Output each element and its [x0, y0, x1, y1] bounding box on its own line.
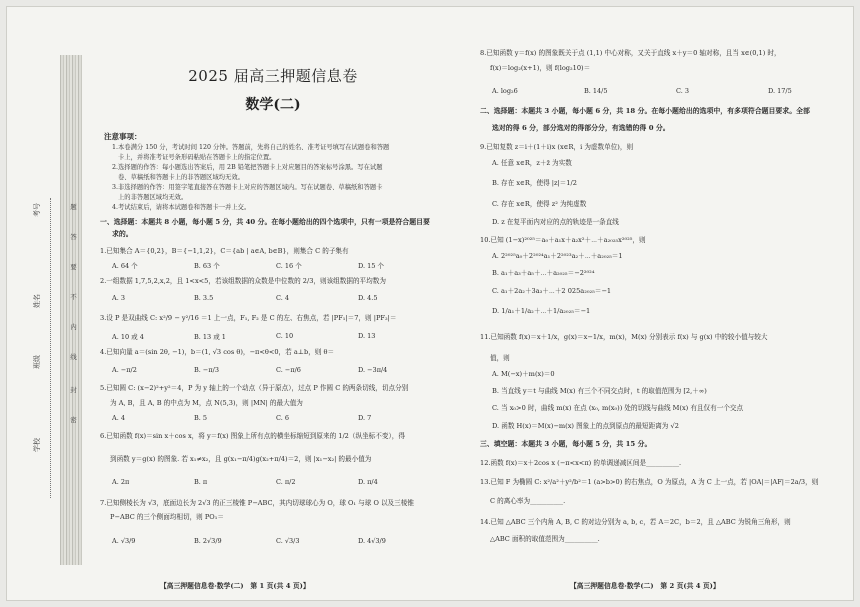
- section-2-heading-line2: 选对的得 6 分，部分选对的得部分分，有选错的得 0 分。: [492, 123, 670, 132]
- question-9-option-d[interactable]: D. z 在复平面内对应的点的轨迹是一条直线: [492, 218, 619, 226]
- notice-line: 卷、草稿纸和答题卡上的非答题区域均无效。: [118, 174, 244, 182]
- question-4-options: [112, 366, 418, 374]
- option-b[interactable]: B. 5: [194, 414, 208, 422]
- question-3-stem: 3.设 P 是双曲线 C: x²/9 − y²/16 ＝1 上一点，F₁, F₂ 是 C 的左、右焦点，若 |PF₁|＝7，则 |PF₂|＝: [100, 314, 397, 322]
- section-2-heading: [480, 106, 845, 134]
- option-b[interactable]: B. 14/5: [584, 87, 608, 95]
- option-a[interactable]: A. √3/9: [112, 537, 136, 545]
- option-a[interactable]: A. 4: [112, 414, 125, 422]
- question-11-option-d[interactable]: D. 函数 H(x)＝M(x)−m(x) 图象上的点到原点的最短距离为 √2: [492, 422, 679, 430]
- question-14-line2: △ABC 面积的取值范围为__________.: [490, 534, 600, 543]
- footer-left: 【高三押题信息卷·数学(二) 第 1 页(共 4 页)】: [160, 582, 310, 590]
- notice-heading: 注意事项：: [104, 132, 142, 141]
- seal-char: 密: [70, 416, 77, 424]
- question-7-options: [112, 537, 418, 545]
- question-9-stem: 9.已知复数 z＝i＋(1＋i)x (x∈R，i 为虚数单位)，则: [480, 143, 634, 151]
- option-a[interactable]: A. −π/2: [112, 366, 137, 374]
- question-1-options: [112, 261, 418, 270]
- question-5-stem-line1: 5.已知圆 C: (x−2)²+y²＝4，P 为 y 轴上的一个动点（异于原点），过点 P 作圆 C 的两条切线，切点分别: [100, 384, 409, 392]
- section-1-heading-line1: 一、选择题：本题共 8 小题，每小题 5 分，共 40 分。在每小题给出的四个选项中，只有一项是符合题目要: [100, 218, 430, 226]
- question-9-option-b[interactable]: B. 存在 x∈R，使得 |z|＝1/2: [492, 179, 577, 187]
- option-d[interactable]: D. 4√3/9: [358, 537, 386, 545]
- section-2-heading-line1: 二、选择题：本题共 3 小题，每小题 6 分，共 18 分。在每小题给出的选项中，有多项符合题目要求。全部: [480, 107, 810, 115]
- question-5-stem-line2: 为 A, B，且 A, B 的中点为 M，点 N(5,3)，则 |MN| 的最大值为: [110, 398, 303, 407]
- option-c[interactable]: C. −π/6: [276, 366, 301, 374]
- option-c[interactable]: C. 10: [276, 332, 294, 340]
- option-b[interactable]: B. 3.5: [194, 294, 214, 302]
- option-d[interactable]: D. 17/5: [768, 87, 792, 95]
- question-9-option-a[interactable]: A. 任意 x∈R，z＋z̄ 为实数: [492, 159, 572, 167]
- question-13-line1: 13.已知 F 为椭圆 C: x²/a²＋y²/b²＝1 (a>b>0) 的右焦点，O 为原点，A 为 C 上一点，若 |OA|＝|AF|＝2a/3，则: [480, 478, 819, 486]
- question-9-option-c[interactable]: C. 存在 x∈R，使得 z² 为纯虚数: [492, 200, 587, 208]
- option-b[interactable]: B. 2√3/9: [194, 537, 222, 545]
- section-1-heading: [100, 217, 450, 240]
- question-4-stem: 4.已知向量 a＝(sin 2θ, −1)，b＝(1, √3 cos θ)，−π<θ<0，若 a⊥b，则 θ＝: [100, 348, 335, 356]
- question-12: 12.函数 f(x)＝x＋2cos x (−π<x<π) 的单调递减区间是__________.: [480, 459, 682, 467]
- binding-strip: [60, 55, 82, 565]
- question-6-stem-line2: 到函数 y＝g(x) 的图象. 若 x₁≠x₂，且 g(x₁−π/4)g(x₂+π/4)＝2，则 |x₁−x₂| 的最小值为: [110, 454, 372, 463]
- question-2-stem: 2.一组数据 1,7,5,2,x,2，且 1<x<5，若该组数据的众数是中位数的 2/3，则该组数据的平均数为: [100, 277, 386, 285]
- option-d[interactable]: D. 15 个: [358, 262, 384, 270]
- question-13: [480, 477, 845, 506]
- sideline: [50, 198, 51, 498]
- notice-line: 3.非选择题的作答：用签字笔直接答在答题卡上对应的答题区域内。写在试题卷、草稿纸和答题卡: [112, 184, 383, 192]
- option-d[interactable]: D. π/4: [358, 478, 378, 486]
- question-8-stem: [480, 48, 845, 73]
- page-subtitle: 数学(二): [245, 97, 301, 113]
- question-10-option-d[interactable]: D. 1/a₁＋1/a₂＋⋯＋1/a₂₀₂₅＝−1: [492, 307, 591, 315]
- option-b[interactable]: B. 13 或 1: [194, 333, 226, 341]
- option-a[interactable]: A. 2π: [112, 478, 130, 486]
- question-7-stem: [100, 498, 450, 522]
- option-a[interactable]: A. 64 个: [112, 262, 138, 270]
- seal-char: 线: [70, 353, 77, 361]
- question-8-options: [492, 87, 828, 95]
- notice-line: 2.选择题的作答：每小题选出答案后，用 2B 铅笔把答题卡上对应题目的答案标号涂黑。写在试题: [112, 164, 383, 172]
- notice-list: [104, 143, 444, 213]
- question-10-stem: 10.已知 (1−x)²⁰²⁵＝a₀＋a₁x＋a₂x²＋⋯＋a₂₀₂₅x²⁰²⁵，则: [480, 236, 646, 244]
- seal-char: 不: [70, 293, 77, 301]
- option-b[interactable]: B. 63 个: [194, 262, 220, 270]
- notice-line: 1.本卷满分 150 分，考试时间 120 分钟。答题前，先将自己的姓名、准考证号填写在试题卷和答题: [112, 144, 390, 151]
- option-c[interactable]: C. 16 个: [276, 262, 302, 270]
- seal-char: 题: [70, 203, 77, 211]
- question-13-line2: C 的离心率为__________.: [490, 496, 566, 505]
- option-b[interactable]: B. π: [194, 478, 208, 486]
- question-11-stem: [480, 332, 845, 363]
- label-exam-number: 考号: [33, 203, 41, 217]
- label-school: 学校: [33, 438, 41, 452]
- question-11-stem-line1: 11.已知函数 f(x)＝x＋1/x，g(x)＝x−1/x，m(x)，M(x) 分别表示 f(x) 与 g(x) 中的较小值与较大: [480, 333, 768, 341]
- question-11-option-c[interactable]: C. 当 x₀>0 时，曲线 m(x) 在点 (x₀, m(x₀)) 处的切线与曲线 M(x) 有且仅有一个交点: [492, 404, 744, 412]
- label-name: 姓名: [33, 294, 41, 308]
- option-a[interactable]: A. 10 或 4: [112, 333, 144, 341]
- option-a[interactable]: A. 3: [112, 294, 125, 302]
- option-c[interactable]: C. 6: [276, 414, 290, 422]
- option-d[interactable]: D. 4.5: [358, 294, 378, 302]
- question-10-option-b[interactable]: B. a₁＋a₃＋a₅＋⋯＋a₂₀₂₅＝−2²⁰²⁴: [492, 269, 595, 277]
- question-5-options: [112, 414, 418, 422]
- question-10-option-a[interactable]: A. 2²⁰²⁵a₀＋2²⁰²⁴a₁＋2²⁰²³a₂＋⋯＋a₂₀₂₅＝1: [492, 252, 623, 260]
- question-10-option-c[interactable]: C. a₁＋2a₂＋3a₃＋⋯＋2 025a₂₀₂₅＝−1: [492, 287, 612, 295]
- option-c[interactable]: C. π/2: [276, 478, 296, 486]
- option-b[interactable]: B. −π/3: [194, 366, 219, 374]
- question-6-stem-line1: 6.已知函数 f(x)＝sin x＋cos x，将 y＝f(x) 图象上所有点的横坐标缩短到原来的 1/2（纵坐标不变），得: [100, 432, 405, 440]
- option-d[interactable]: D. 7: [358, 414, 372, 422]
- question-11-option-b[interactable]: B. 当直线 y＝t 与曲线 M(x) 有三个不同交点时，t 的取值范围为 [2,＋∞): [492, 387, 707, 395]
- question-2-options: [112, 294, 418, 302]
- section-3-heading: 三、填空题：本题共 3 小题，每小题 5 分，共 15 分。: [480, 440, 652, 448]
- question-7-stem-line1: 7.已知侧棱长为 √3，底面边长为 2√3 的正三棱锥 P−ABC，其内切球球心为 O，球 O₁ 与球 O 以及三棱锥: [100, 499, 414, 507]
- question-8-stem-line2: f(x)＝log₂(x+1)，则 f(log₂10)＝: [490, 63, 591, 72]
- notice-line: 4.考试结束后，请将本试题卷和答题卡一并上交。: [112, 204, 251, 212]
- option-d[interactable]: D. 13: [358, 332, 376, 340]
- footer-right: 【高三押题信息卷·数学(二) 第 2 页(共 4 页)】: [570, 582, 720, 590]
- question-7-stem-line2: P−ABC 的三个侧面均相切，则 PO₁＝: [110, 512, 224, 521]
- seal-char: 封: [70, 386, 77, 394]
- question-14-line1: 14.已知 △ABC 三个内角 A, B, C 的对边分别为 a, b, c，若 A＝2C，b＝2，且 △ABC 为锐角三角形，则: [480, 518, 791, 526]
- question-5-stem: [100, 383, 450, 408]
- question-3-options: [112, 332, 418, 341]
- seal-char: 要: [70, 263, 77, 271]
- question-6-options: [112, 478, 418, 486]
- option-c[interactable]: C. √3/3: [276, 537, 300, 545]
- notice-line: 上的非答题区域均无效。: [118, 194, 188, 202]
- seal-char: 内: [70, 323, 77, 331]
- question-11-stem-line2: 值，则: [490, 353, 510, 362]
- section-1-heading-line2: 求的。: [112, 229, 133, 238]
- question-14: [480, 517, 845, 544]
- option-d[interactable]: D. −3π/4: [358, 366, 388, 374]
- page-title: 2025 届高三押题信息卷: [188, 67, 358, 85]
- label-class: 班级: [33, 355, 41, 369]
- question-1-stem: 1.已知集合 A＝{0,2}，B＝{−1,1,2}，C＝{ab | a∈A, b∈B}，则集合 C 的子集有: [100, 247, 349, 255]
- question-11-option-a[interactable]: A. M(−x)＋m(x)＝0: [492, 370, 555, 378]
- notice-line: 卡上，并将准考证号条形码粘贴在答题卡上的指定位置。: [118, 154, 276, 162]
- option-c[interactable]: C. 4: [276, 294, 290, 302]
- question-8-stem-line1: 8.已知函数 y＝f(x) 的图象既关于点 (1,1) 中心对称，又关于直线 x＋y＝0 轴对称，且当 x∈(0,1) 时，: [480, 49, 781, 57]
- question-6-stem: [100, 431, 450, 464]
- seal-char: 答: [70, 233, 77, 241]
- option-a[interactable]: A. log₂6: [492, 87, 518, 95]
- option-c[interactable]: C. 3: [676, 87, 690, 95]
